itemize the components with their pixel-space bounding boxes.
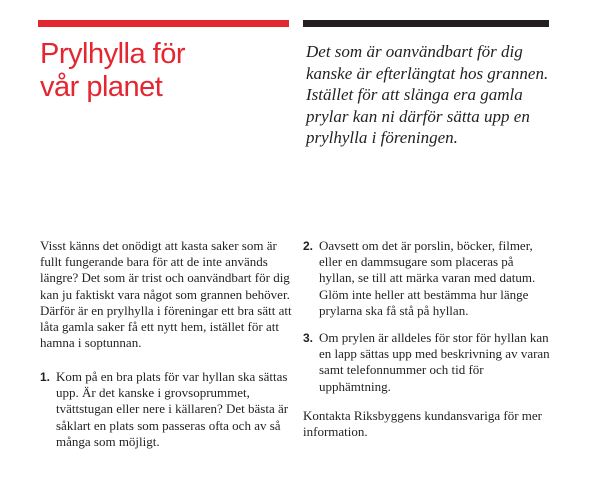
title-line-1: Prylhylla för	[40, 38, 185, 70]
step-3	[303, 330, 551, 395]
step-1-number: 1.	[40, 370, 51, 384]
black-rule	[303, 20, 549, 27]
step-2-number: 2.	[303, 239, 314, 253]
step-1-text: Kom på en bra plats för var hyllan ska sättas upp. Är det kanske i grovsoprummet, tvättstugan eller nere i källaren? Det bästa är såklart en plats som passeras ofta och av så många som möjligt.	[56, 369, 289, 449]
page-title	[40, 38, 290, 104]
contact-paragraph: Kontakta Riksbyggens kundansvariga för mer information.	[303, 408, 543, 440]
step-2-text: Oavsett om det är porslin, böcker, filmer, eller en dammsugare som placeras på hyllan, se till att märka varan med datum. Glöm inte heller att bestämma hur länge prylarna ska få stå på hyllan.	[319, 238, 536, 318]
step-2	[303, 238, 551, 319]
lead-paragraph: Det som är oanvändbart för dig kanske är efterlängtat hos grannen. Istället för att slänga era gamla prylar kan ni därför sätta upp en prylhylla i föreningen.	[306, 42, 549, 147]
step-3-number: 3.	[303, 331, 314, 345]
title-line-2: vår planet	[40, 71, 163, 103]
step-1	[40, 369, 296, 450]
step-3-text: Om prylen är alldeles för stor för hyllan kan en lapp sättas upp med beskrivning av varan samt telefonnummer och tid för upphämtning.	[319, 330, 550, 394]
intro-paragraph: Visst känns det onödigt att kasta saker som är fullt fungerande bara för att de inte används längre? Det som är trist och oanvändbart för dig kan ju faktiskt vara något som grannen behöver. Därför är en prylhylla i föreningar ett bra sätt att låta gamla saker få ett nytt hem, istället för att hamna i soptunnan.	[40, 238, 292, 351]
red-rule	[38, 20, 289, 27]
